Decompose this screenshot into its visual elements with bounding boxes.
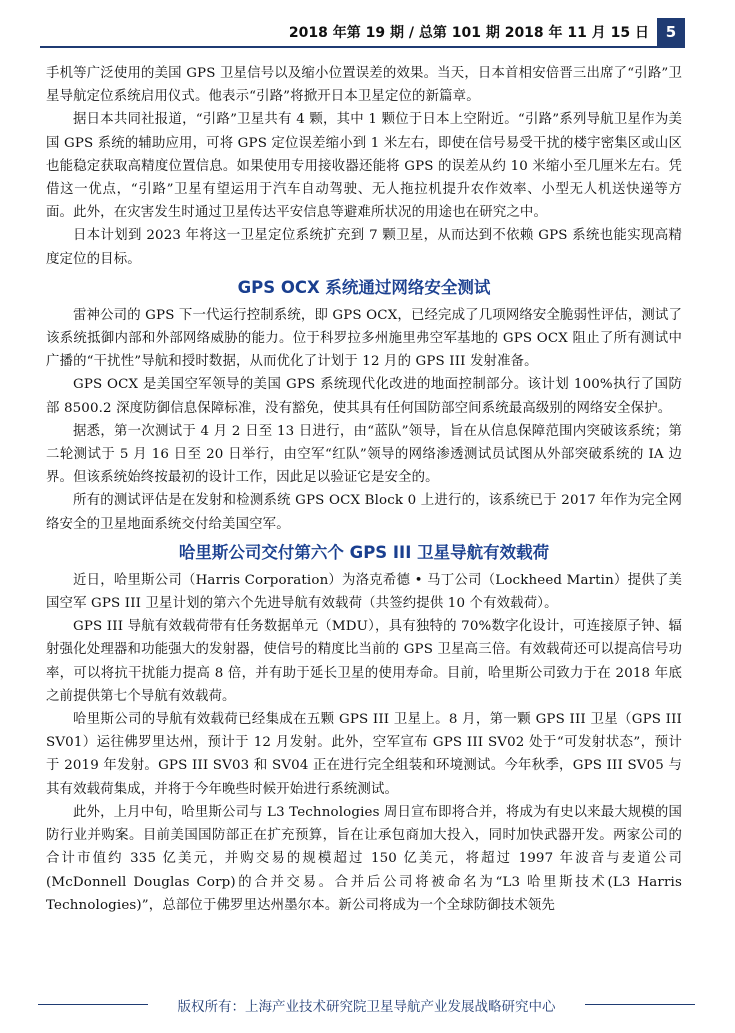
paragraph: 雷神公司的 GPS 下一代运行控制系统，即 GPS OCX，已经完成了几项网络安全脆弱性评估，测试了该系统抵御内部和外部网络威胁的能力。位于科罗拉多州施里弗空军基地的 GPS OCX 阻止了所有测试中广播的“干扰性”导航和授时数据，从而优化了计划于 12 月的 GPS III 发射准备。	[46, 307, 682, 370]
issue-info: 2018 年第 19 期 / 总第 101 期 2018 年 11 月 15 日	[288, 25, 649, 41]
paragraph: 日本计划到 2023 年将这一卫星定位系统扩充到 7 颗卫星，从而达到不依赖 GPS 系统也能实现高精度定位的目标。	[46, 228, 682, 267]
footer-divider-right	[585, 1004, 695, 1005]
paragraph: 手机等广泛使用的美国 GPS 卫星信号以及缩小位置误差的效果。当天，日本首相安倍晋三出席了“引路”卫星导航定位系统启用仪式。他表示“引路”将掀开日本卫星定位的新篇章。	[46, 66, 682, 105]
paragraph: 据悉，第一次测试于 4 月 2 日至 13 日进行，由“蓝队”领导，旨在从信息保障范围内突破该系统；第二轮测试于 5 月 16 日至 20 日举行，由空军“红队”领导的网络渗透测试员试图从外部突破系统的 IA 边界。但该系统始终按最初的设计工作，因此足以验证它是安全的。	[46, 423, 682, 486]
paragraph: 此外，上月中旬，哈里斯公司与 L3 Technologies 周日宣布即将合并，将成为有史以来最大规模的国防行业并购案。目前美国国防部正在扩充预算，旨在让承包商加大投入，同时加快武器开发。两家公司的合计市值约 335 亿美元，并购交易的规模超过 150 亿美元，将超过 1997 年波音与麦道公司(McDonnell Douglas Corp)的合并交易。合并后公司将被命名为“L3 哈里斯技术(L3 Harris Technologies)”，总部位于佛罗里达州墨尔本。新公司将成为一个全球防御技术领先	[46, 804, 682, 913]
section-heading: GPS OCX 系统通过网络安全测试	[237, 277, 491, 297]
paragraph: GPS III 导航有效载荷带有任务数据单元（MDU），具有独特的 70%数字化设计，可连接原子钟、辐射强化处理器和功能强大的发射器，使信号的精度比当前的 GPS 卫星高三倍。有效载荷还可以提高信号功率，可以将抗干扰能力提高 8 倍，并有助于延长卫星的使用寿命。目前，哈里斯公司致力于在 2018 年底之前提供第七个导航有效载荷。	[46, 619, 682, 704]
paragraph: 所有的测试评估是在发射和检测系统 GPS OCX Block 0 上进行的，该系统已于 2017 年作为完全网络安全的卫星地面系统交付给美国空军。	[46, 493, 682, 532]
section-heading: 哈里斯公司交付第六个 GPS III 卫星导航有效载荷	[178, 542, 550, 562]
footer-copyright: 版权所有：上海产业技术研究院卫星导航产业发展战略研究中心	[177, 999, 556, 1015]
paragraph: 哈里斯公司的导航有效载荷已经集成在五颗 GPS III 卫星上。8 月，第一颗 GPS III 卫星（GPS III SV01）运往佛罗里达州，预计于 12 月发射。此外，空军宣布 GPS III SV02 处于“可发射状态”，预计于 2019 年发射。GPS III SV03 和 SV04 正在进行完全组装和环境测试。今年秋季，GPS III SV05 与其有效载荷集成，并将于今年晚些时候开始进行系统测试。	[46, 712, 682, 797]
page-header	[40, 18, 685, 48]
article-body	[46, 62, 682, 917]
footer-divider-left	[38, 1004, 148, 1005]
paragraph: 据日本共同社报道，“引路”卫星共有 4 颗，其中 1 颗位于日本上空附近。“引路”系列导航卫星作为美国 GPS 系统的辅助应用，可将 GPS 定位误差缩小到 1 米左右，即使在信号易受干扰的楼宇密集区或山区也能稳定获取高精度位置信息。如果使用专用接收器还能将 GPS 的误差从约 10 米缩小至几厘米左右。凭借这一优点，“引路”卫星有望运用于汽车自动驾驶、无人拖拉机提升农作效率、小型无人机送快递等方面。此外，在灾害发生时通过卫星传达平安信息等避难所状况的用途也在研究之中。	[46, 112, 682, 221]
page-number: 5	[657, 18, 685, 46]
paragraph: 近日，哈里斯公司（Harris Corporation）为洛克希德 • 马丁公司（Lockheed Martin）提供了美国空军 GPS III 卫星计划的第六个先进导航有效载荷（共签约提供 10 个有效载荷）。	[46, 572, 682, 612]
paragraph: GPS OCX 是美国空军领导的美国 GPS 系统现代化改进的地面控制部分。该计划 100%执行了国防部 8500.2 深度防御信息保障标准，没有豁免，使其具有任何国防部空间系统最高级别的网络安全保护。	[46, 377, 682, 416]
